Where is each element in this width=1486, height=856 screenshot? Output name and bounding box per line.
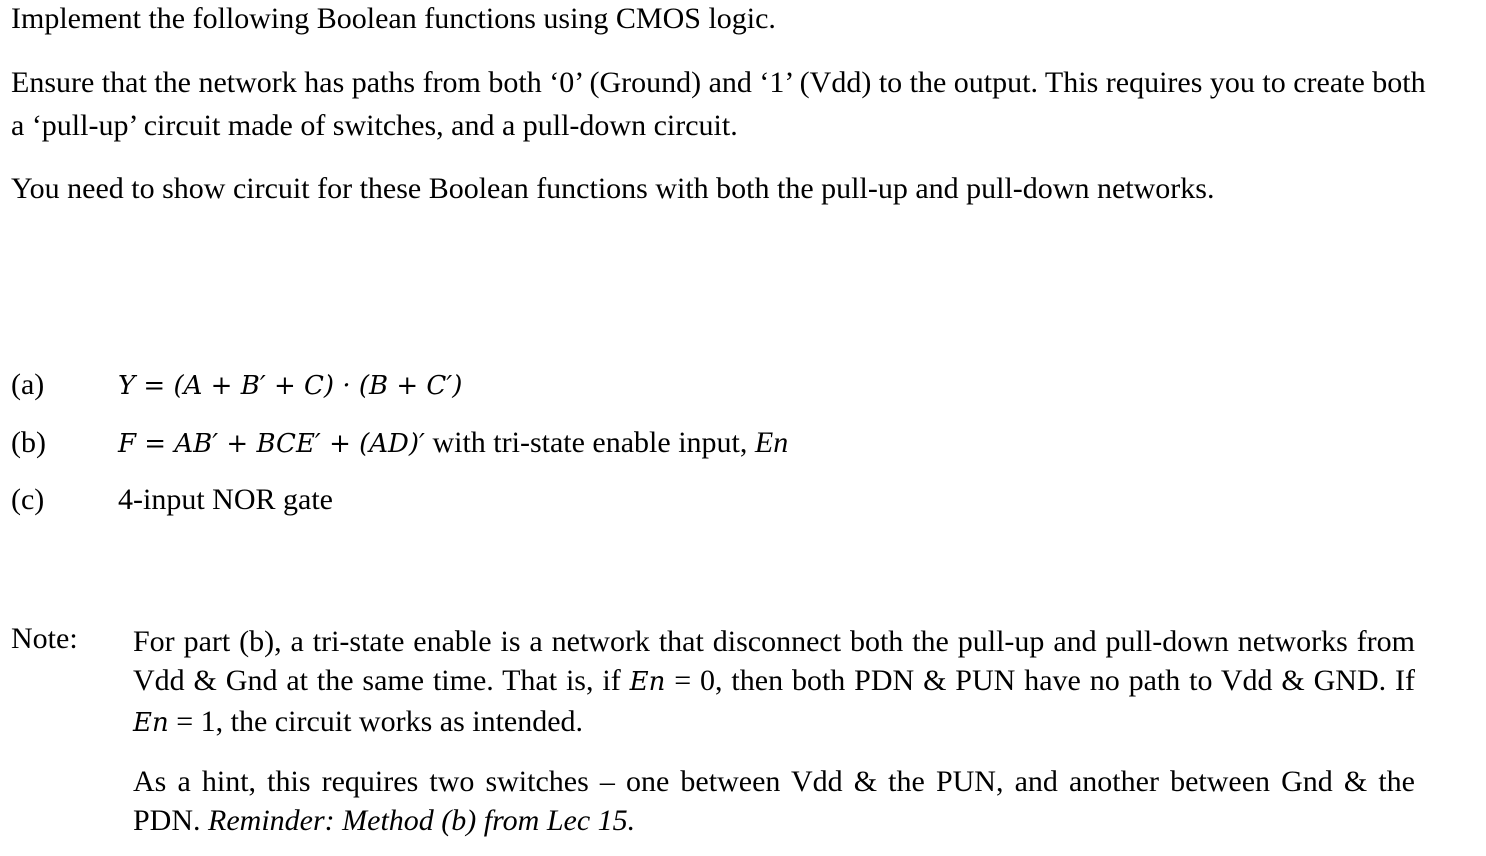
note-en-symbol-1: En (629, 667, 666, 697)
intro-heading: Implement the following Boolean functions using CMOS logic. (11, 2, 776, 35)
problem-c-label: (c) (11, 483, 45, 516)
note-text-a: For part (b), a tri-state enable is a network that disconnect both the pull-up and pull-down networks from Vdd & Gnd at the same time. That is, if (133, 625, 1415, 697)
note-reminder: Reminder: Method (b) from Lec 15. (208, 804, 636, 837)
note-text-b: = 0, then both PDN & PUN have no path to Vdd & GND. If (665, 664, 1415, 697)
note-en-symbol-2: En (133, 708, 169, 738)
intro-paragraph-networks: You need to show circuit for these Boolean functions with both the pull-up and pull-down networks. (11, 172, 1215, 205)
note-text-c: = 1, the circuit works as intended. (168, 705, 584, 738)
note-label: Note: (11, 622, 78, 655)
problem-b-expression (118, 428, 788, 458)
note-paragraph-hint (133, 762, 1415, 840)
problem-a-equation: Y = (A + B′ + C) · (B + C′) (118, 371, 463, 401)
intro-paragraph-pullup: Ensure that the network has paths from both ‘0’ (Ground) and ‘1’ (Vdd) to the output. This requires you to create both a ‘pull-up’ circuit made of switches, and a pull-down circuit. (11, 66, 1426, 142)
problem-b-enable-symbol: En (754, 426, 789, 459)
problem-a-label: (a) (11, 368, 45, 401)
problem-b-label: (b) (11, 426, 46, 459)
problem-b-equation: F = AB′ + BCE′ + (AD)′ (118, 429, 425, 459)
problem-c-expression: 4-input NOR gate (118, 483, 333, 516)
problem-a-expression (118, 370, 462, 400)
note-hint-text: As a hint, this requires two switches – one between Vdd & the PUN, and another between Gnd & the PDN. (133, 765, 1415, 837)
problem-b-suffix: with tri-state enable input, (424, 426, 755, 459)
note-paragraph-tristate (133, 622, 1415, 743)
